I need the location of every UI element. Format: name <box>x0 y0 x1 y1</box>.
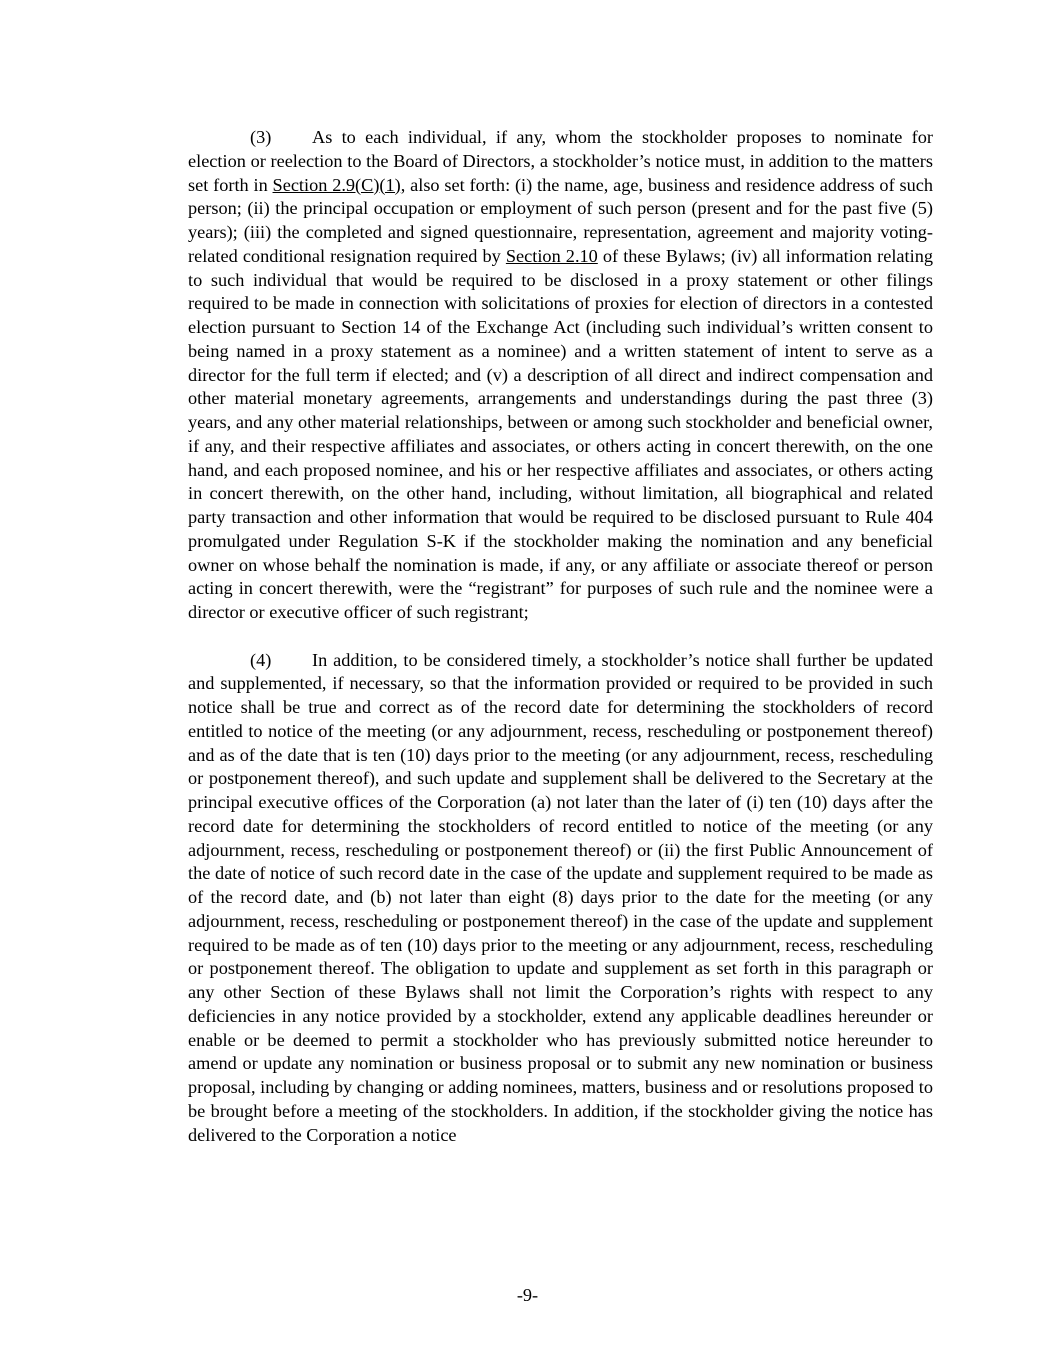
paragraph-number: (3) <box>250 127 272 147</box>
paragraph-number: (4) <box>250 649 272 670</box>
paragraph-text: In addition, to be considered timely, a stockholder’s notice shall further be updated and supplemented, if necessary, so that the information provided or required to be provided in such notice shall be true and correct as of the record date for determining the stockholders of record entitled to notice of the meeting (or any adjournment, recess, rescheduling or postponement thereof) and as of the date that is ten (10) days prior to the meeting (or any adjournment, recess, rescheduling or postponement thereof), and such update and supplement shall be delivered to the Secretary at the principal executive offices of the Corporation (a) not later than the later of (i) ten (10) days after the record date for determining the stockholders of record entitled to notice of the meeting (or any adjournment, recess, rescheduling or postponement thereof) or (ii) the first Public Announcement of the date of notice of such record date in the case of the update and supplement required to be made as of the record date, and (b) not later than eight (8) days prior to the date for the meeting (or any adjournment, recess, rescheduling or postponement thereof) in the case of the update and supplement required to be made as of ten (10) days prior to the meeting or any adjournment, recess, rescheduling or postponement thereof. The obligation to update and supplement as set forth in this paragraph or any other Section of these Bylaws shall not limit the Corporation’s rights with respect to any deficiencies in any notice provided by a stockholder, extend any applicable deadlines hereunder or enable or be deemed to permit a stockholder who has previously submitted notice hereunder to amend or update any nomination or business proposal or to submit any new nomination or business proposal, including by changing or adding nominees, matters, business and or resolutions proposed to be brought before a meeting of the stockholders. In addition, if the stockholder giving the notice has delivered to the Corporation a notice <box>188 649 933 1145</box>
paragraph-text: , also set forth: (i) the name, age, business and residence address of such person; (ii) the principal occupation or employment of such person (present and for the past five (5) years); (iii) the completed and signed questionnaire, representation, agreement and majority voting-related conditional resignation required by <box>188 174 933 266</box>
paragraph-3 <box>188 126 933 625</box>
section-reference: Section 2.10 <box>505 245 598 266</box>
section-reference: Section 2.9(C)(1) <box>272 174 401 195</box>
paragraph-text: of these Bylaws; (iv) all information relating to such individual that would be required to be disclosed in a proxy statement or other filings required to be made in connection with solicitations of proxies for election of directors in a contested election pursuant to Section 14 of the Exchange Act (including such individual’s written consent to being named in a proxy statement as a nominee) and a written statement of intent to serve as a director for the full term if elected; and (v) a description of all direct and indirect compensation and other material monetary agreements, arrangements and understandings during the past three (3) years, and any other material relationships, between or among such stockholder and beneficial owner, if any, and their respective affiliates and associates, or others acting in concert therewith, on the one hand, and each proposed nominee, and his or her respective affiliates and associates, or others acting in concert therewith, on the other hand, including, without limitation, all biographical and related party transaction and other information that would be required to be disclosed pursuant to Rule 404 promulgated under Regulation S-K if the stockholder making the nomination and any beneficial owner on whose behalf the nomination is made, if any, or any affiliate or associate thereof or person acting in concert therewith, were the “registrant” for purposes of such rule and the nominee were a director or executive officer of such registrant; <box>188 245 933 622</box>
document-page <box>188 126 933 1147</box>
page-number: -9- <box>516 1285 539 1305</box>
paragraph-4 <box>188 649 933 1148</box>
paragraph-text: As to each individual, if any, whom the stockholder proposes to nominate for election or reelection to the Board of Directors, a stockholder’s notice must, in addition to the matters set forth in <box>188 127 933 195</box>
